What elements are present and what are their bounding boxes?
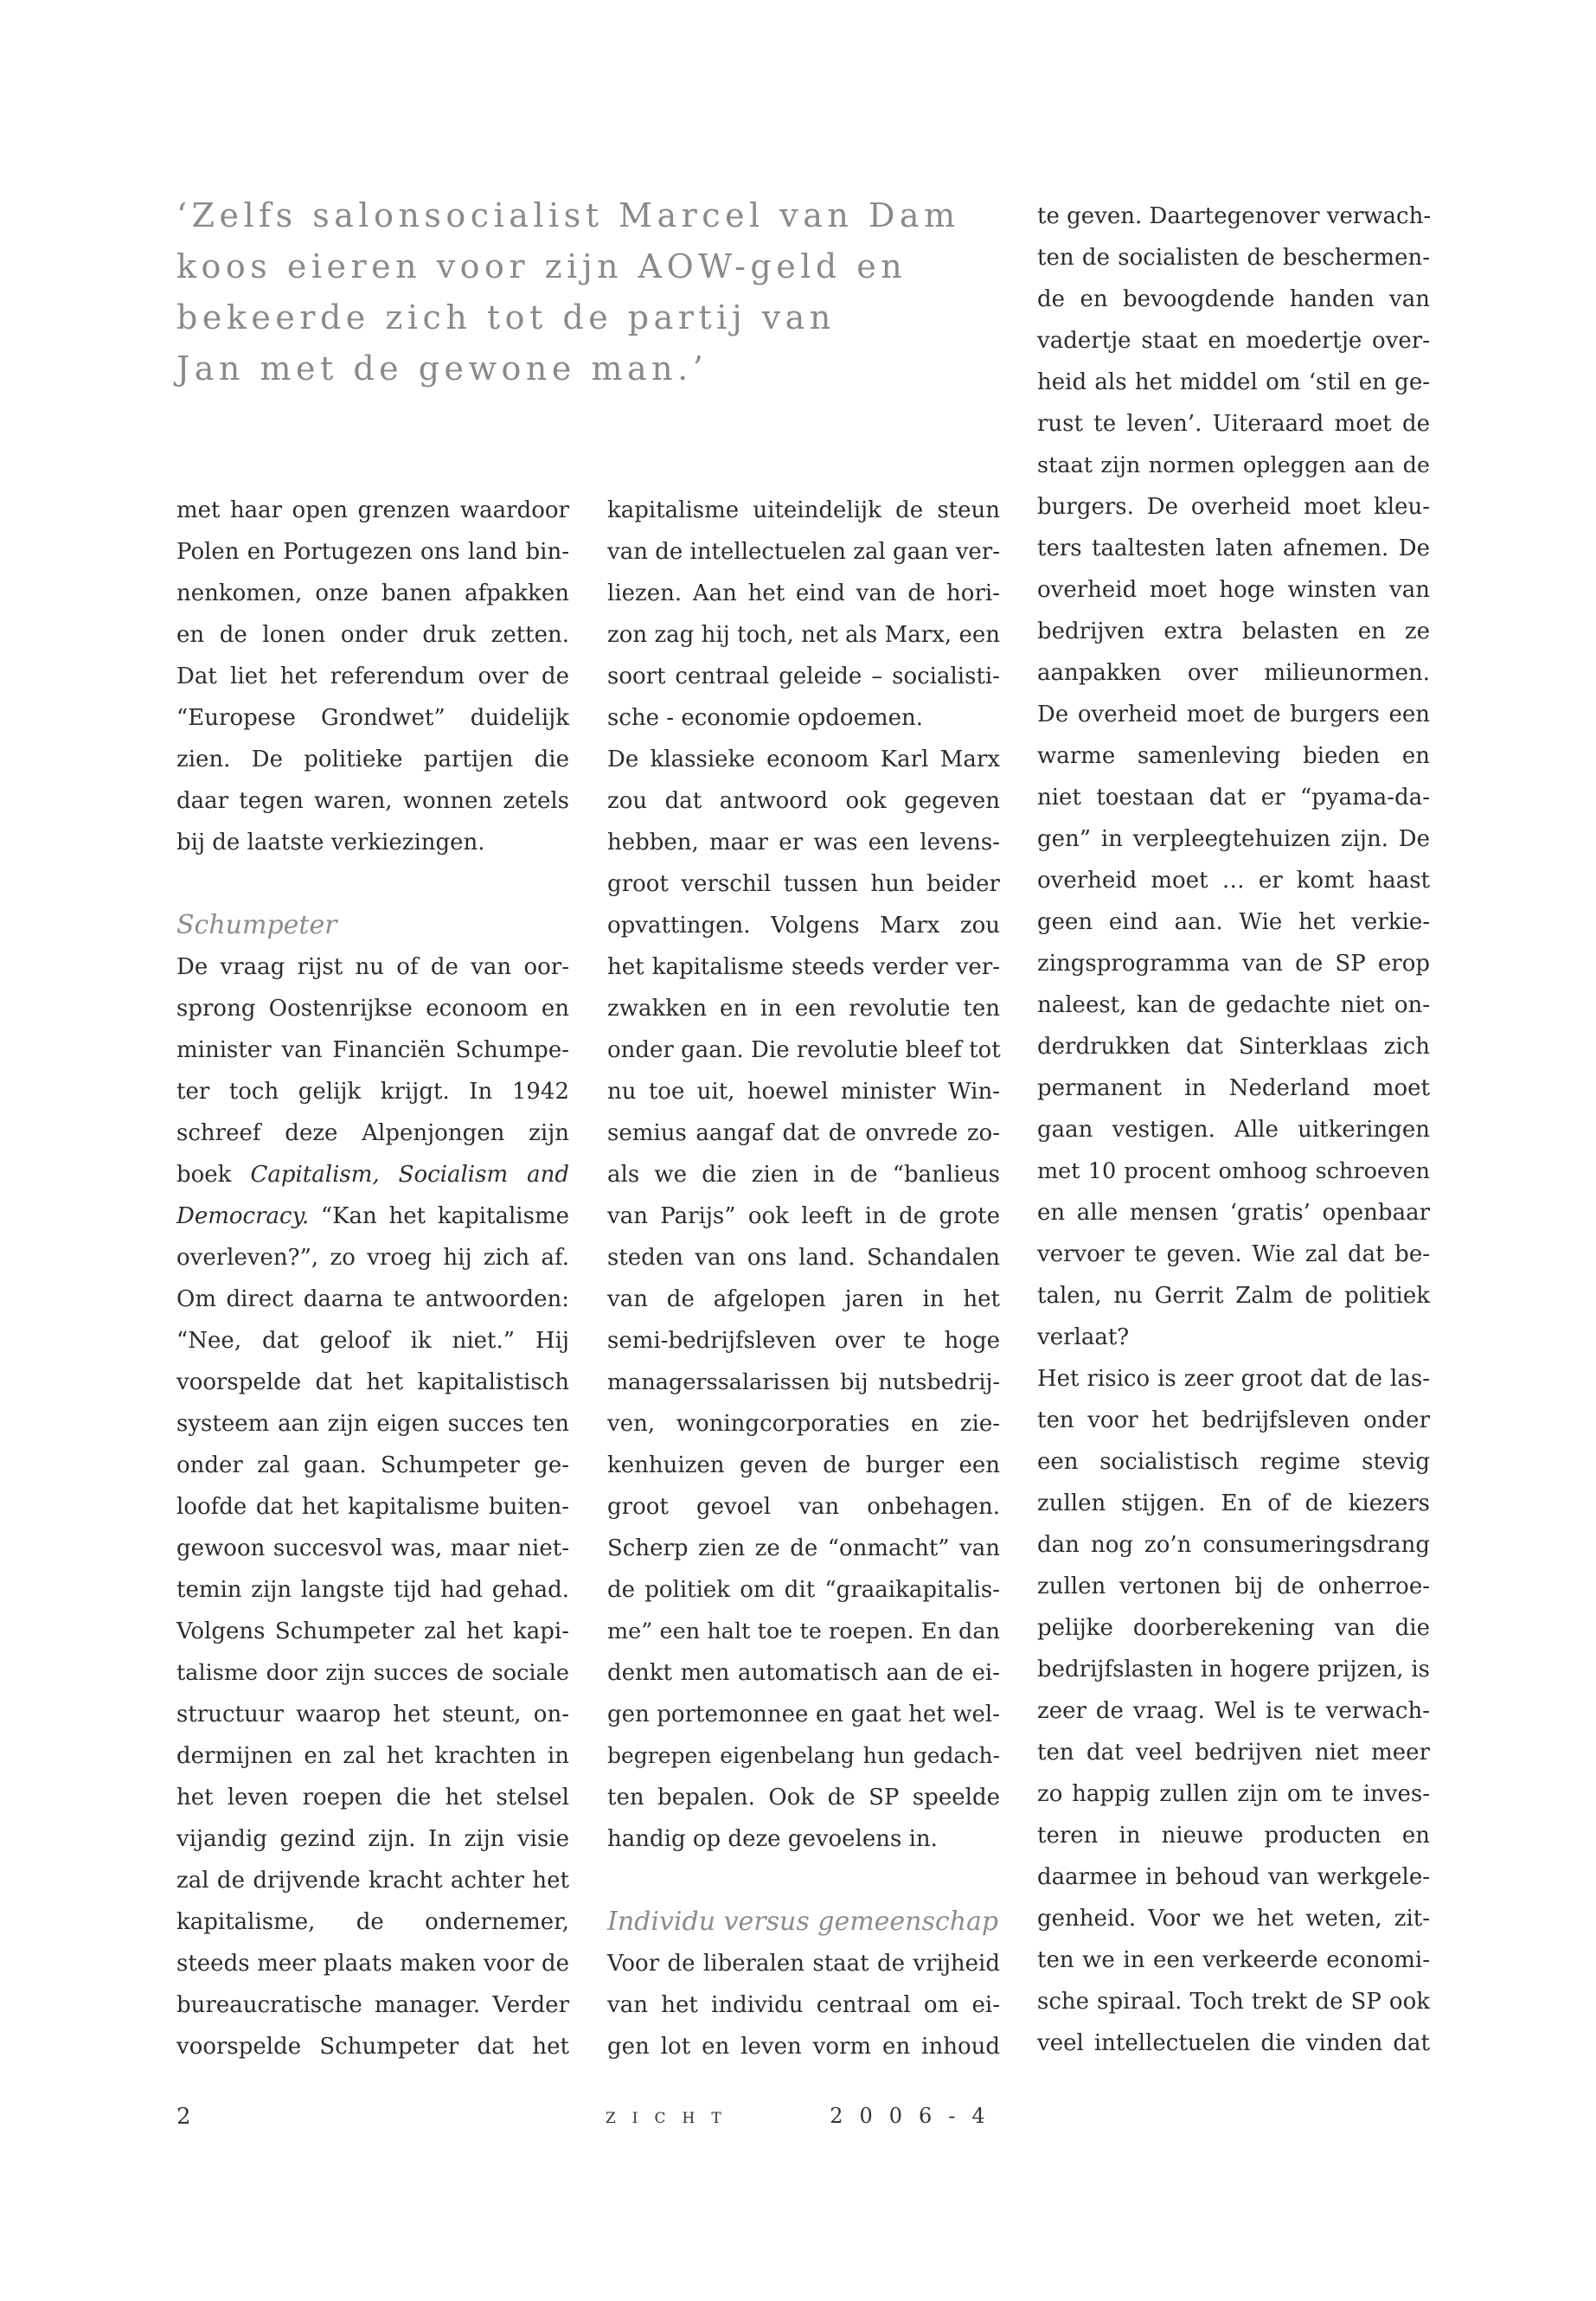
text-line: overheid moet hoge winsten van: [1037, 577, 1430, 603]
text-line: begrepen eigenbelang hun gedach-: [607, 1743, 1000, 1768]
text-line: talen, nu Gerrit Zalm de politiek: [1037, 1283, 1430, 1309]
text-line: loofde dat het kapitalisme buiten-: [176, 1494, 569, 1520]
text-line: managerssalarissen bij nutsbedrij-: [607, 1369, 1000, 1395]
text-line: steden van ons land. Schandalen: [607, 1245, 1000, 1271]
text-line: heid als het middel om ‘stil en ge-: [1037, 369, 1430, 395]
text-line: gen lot en leven vorm en inhoud: [607, 2034, 1000, 2060]
text-line: zal de drijvende kracht achter het: [176, 1868, 569, 1894]
text-line: Voor de liberalen staat de vrijheid: [607, 1951, 1000, 1977]
text-line: naleest, kan de gedachte niet on-: [1037, 992, 1430, 1018]
text-fragment: “Kan het kapitalisme: [320, 1203, 570, 1229]
text-line: verlaat?: [1037, 1324, 1130, 1350]
text-line: het leven roepen die het stelsel: [176, 1785, 569, 1811]
text-line: permanent in Nederland moet: [1037, 1075, 1430, 1101]
text-line: sche spiraal. Toch trekt de SP ook: [1037, 1989, 1430, 2015]
text-line: ten voor het bedrijfsleven onder: [1037, 1407, 1430, 1433]
text-line: “Nee, dat geloof ik niet.” Hij: [176, 1328, 569, 1354]
issue-number: 2006-4: [830, 2104, 1002, 2128]
text-line: [176, 1195, 569, 1237]
text-line: schreef deze Alpenjongen zijn: [176, 1120, 569, 1146]
text-line: minister van Financiën Schumpe-: [176, 1037, 569, 1063]
text-line: Volgens Schumpeter zal het kapi-: [176, 1618, 569, 1644]
running-footer: [606, 2104, 1002, 2128]
text-fragment: boek: [176, 1162, 232, 1188]
pull-quote-line: bekeerde zich tot de partij van: [176, 298, 836, 336]
text-line: zien. De politieke partijen die: [176, 747, 569, 772]
text-line: met haar open grenzen waardoor: [176, 497, 569, 523]
text-line: Polen en Portugezen ons land bin-: [176, 539, 569, 565]
text-line: ter toch gelijk krijgt. In 1942: [176, 1079, 569, 1105]
text-line: Scherp zien ze de “onmacht” van: [607, 1535, 1000, 1561]
text-line: onder gaan. Die revolutie bleef tot: [607, 1037, 1001, 1063]
text-line: aanpakken over milieunormen.: [1037, 660, 1430, 686]
text-line: zwakken en in een revolutie ten: [607, 996, 1000, 1022]
text-line: ten de socialisten de beschermen-: [1037, 245, 1430, 271]
text-line: semius aangaf dat de onvrede zo-: [607, 1120, 1000, 1146]
text-line: van de afgelopen jaren in het: [607, 1286, 1000, 1312]
text-line: zullen vertonen bij de onherroe-: [1037, 1574, 1430, 1599]
text-line: derdrukken dat Sinterklaas zich: [1037, 1034, 1430, 1060]
book-title: Democracy.: [176, 1203, 310, 1229]
text-line: het kapitalisme steeds verder ver-: [607, 954, 1000, 980]
text-line: zeer de vraag. Wel is te verwach-: [1037, 1698, 1430, 1724]
text-column-1: [176, 490, 569, 2067]
text-line: gewoon succesvol was, maar niet-: [176, 1535, 569, 1561]
text-line: ten dat veel bedrijven niet meer: [1037, 1740, 1430, 1766]
text-line: voorspelde Schumpeter dat het: [176, 2034, 569, 2060]
text-line: als we die zien in de “banlieus: [607, 1162, 1000, 1188]
text-line: en de lonen onder druk zetten.: [176, 622, 569, 648]
text-line: geen eind aan. Wie het verkie-: [1037, 909, 1430, 935]
text-line: nu toe uit, hoewel minister Win-: [607, 1079, 1000, 1105]
text-line: sprong Oostenrijkse econoom en: [176, 996, 569, 1022]
text-line: denkt men automatisch aan de ei-: [607, 1660, 1000, 1686]
text-line: zon zag hij toch, net als Marx, een: [607, 622, 1000, 648]
text-line: kapitalisme uiteindelijk de steun: [607, 497, 1000, 523]
text-line: bedrijfslasten in hogere prijzen, is: [1037, 1657, 1430, 1682]
text-line: veel intellectuelen die vinden dat: [1037, 2030, 1430, 2056]
text-line: vadertje staat en moedertje over-: [1037, 328, 1430, 354]
text-line: burgers. De overheid moet kleu-: [1037, 494, 1430, 520]
text-line: sche - economie opdoemen.: [607, 705, 924, 731]
text-column-3: [1037, 195, 1430, 2064]
text-line: en alle mensen ‘gratis’ openbaar: [1037, 1200, 1430, 1226]
text-line: daar tegen waren, wonnen zetels: [176, 788, 569, 814]
text-line: Om direct daarna te antwoorden:: [176, 1286, 569, 1312]
text-column-2: [607, 490, 1000, 2067]
text-line: bureaucratische manager. Verder: [176, 1992, 569, 2018]
text-line: van Parijs” ook leeft in de grote: [607, 1203, 1000, 1229]
text-line: warme samenleving bieden en: [1037, 743, 1430, 769]
text-line: overleven?”, zo vroeg hij zich af.: [176, 1245, 569, 1271]
text-line: te geven. Daartegenover verwach-: [1037, 203, 1432, 229]
text-line: opvattingen. Volgens Marx zou: [607, 913, 1000, 939]
text-line: met 10 procent omhoog schroeven: [1037, 1158, 1430, 1184]
section-heading-individu: Individu versus gemeenschap: [607, 1907, 999, 1937]
text-line: voorspelde dat het kapitalistisch: [176, 1369, 569, 1395]
text-line: rust te leven’. Uiteraard moet de: [1037, 411, 1430, 437]
text-line: gen portemonnee en gaat het wel-: [607, 1702, 1000, 1727]
text-line: liezen. Aan het eind van de hori-: [607, 580, 1000, 606]
text-line: staat zijn normen opleggen aan de: [1037, 452, 1430, 478]
text-line: niet toestaan dat er “pyama-da-: [1037, 785, 1430, 811]
pull-quote-line: koos eieren voor zijn AOW-geld en: [176, 247, 907, 285]
text-line: een socialistisch regime stevig: [1037, 1449, 1430, 1475]
text-line: dan nog zo’n consumeringsdrang: [1037, 1532, 1430, 1558]
text-line: dermijnen en zal het krachten in: [176, 1743, 569, 1769]
text-line: ten bepalen. Ook de SP speelde: [607, 1785, 1000, 1811]
pull-quote-line: ‘Zelfs salonsocialist Marcel van Dam: [176, 196, 960, 234]
pull-quote: [176, 190, 960, 394]
text-line: ven, woningcorporaties en zie-: [607, 1411, 1000, 1437]
text-line: vervoer te geven. Wie zal dat be-: [1037, 1241, 1430, 1267]
text-line: van de intellectuelen zal gaan ver-: [607, 539, 1000, 565]
text-line: [176, 1154, 569, 1195]
text-line: van het individu centraal om ei-: [607, 1992, 1000, 2018]
text-line: groot verschil tussen hun beider: [607, 871, 1000, 897]
text-line: soort centraal geleide – socialisti-: [607, 663, 1000, 689]
text-line: ters taaltesten laten afnemen. De: [1037, 535, 1430, 561]
pull-quote-line: Jan met de gewone man.’: [176, 349, 708, 388]
text-line: structuur waarop het steunt, on-: [176, 1702, 569, 1727]
text-line: zullen stijgen. En of de kiezers: [1037, 1490, 1430, 1516]
text-line: kapitalisme, de ondernemer,: [176, 1909, 569, 1935]
text-line: De klassieke econoom Karl Marx: [607, 747, 1000, 772]
text-line: Dat liet het referendum over de: [176, 663, 569, 689]
text-line: handig op deze gevoelens in.: [607, 1826, 938, 1852]
text-line: temin zijn langste tijd had gehad.: [176, 1577, 569, 1603]
page-number: 2: [176, 2104, 191, 2130]
text-line: daarmee in behoud van werkgele-: [1037, 1864, 1430, 1890]
text-line: systeem aan zijn eigen succes ten: [176, 1411, 569, 1437]
text-line: de politiek om dit “graaikapitalis-: [607, 1577, 1000, 1603]
text-line: gen” in verpleegtehuizen zijn. De: [1037, 826, 1430, 852]
text-line: De vraag rijst nu of de van oor-: [176, 954, 569, 980]
text-line: me” een halt toe te roepen. En dan: [607, 1618, 1000, 1644]
text-line: zo happig zullen zijn om te inves-: [1037, 1781, 1430, 1807]
text-line: de en bevoogdende handen van: [1037, 286, 1430, 312]
text-line: zingsprogramma van de SP erop: [1037, 951, 1430, 977]
text-line: zou dat antwoord ook gegeven: [607, 788, 1000, 814]
text-line: gaan vestigen. Alle uitkeringen: [1037, 1117, 1430, 1143]
text-line: steeds meer plaats maken voor de: [176, 1951, 569, 1977]
text-line: bij de laatste verkiezingen.: [176, 830, 485, 856]
text-line: “Europese Grondwet” duidelijk: [176, 705, 569, 731]
magazine-name: zicht: [606, 2104, 738, 2128]
section-heading-schumpeter: Schumpeter: [176, 910, 337, 940]
text-line: teren in nieuwe producten en: [1037, 1823, 1430, 1849]
text-line: vijandig gezind zijn. In zijn visie: [176, 1826, 569, 1852]
text-line: De overheid moet de burgers een: [1037, 702, 1430, 727]
book-title: Capitalism, Socialism and: [250, 1162, 569, 1188]
text-line: overheid moet … er komt haast: [1037, 868, 1430, 894]
text-line: nenkomen, onze banen afpakken: [176, 580, 569, 606]
text-line: ten we in een verkeerde economi-: [1037, 1947, 1430, 1973]
text-line: groot gevoel van onbehagen.: [607, 1494, 1000, 1520]
text-line: hebben, maar er was een levens-: [607, 830, 1000, 856]
text-line: talisme door zijn succes de sociale: [176, 1660, 569, 1686]
text-line: bedrijven extra belasten en ze: [1037, 619, 1430, 644]
text-line: pelijke doorberekening van die: [1037, 1615, 1430, 1641]
text-line: kenhuizen geven de burger een: [607, 1452, 1000, 1478]
text-line: semi-bedrijfsleven over te hoge: [607, 1328, 1000, 1354]
text-line: onder zal gaan. Schumpeter ge-: [176, 1452, 569, 1478]
text-line: genheid. Voor we het weten, zit-: [1037, 1906, 1430, 1932]
text-line: Het risico is zeer groot dat de las-: [1037, 1366, 1430, 1392]
